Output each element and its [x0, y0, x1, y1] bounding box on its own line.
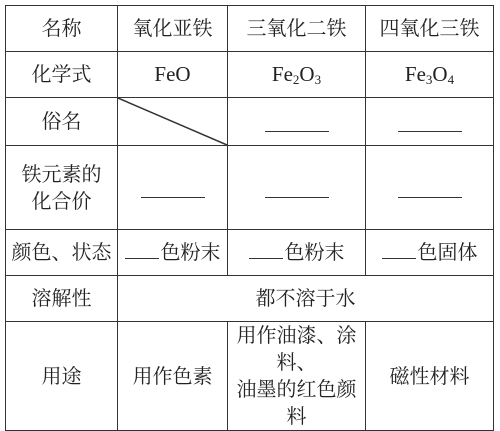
- color-state-row: [6, 230, 494, 276]
- color-feo-blank[interactable]: [125, 240, 159, 259]
- color-state-label: 颜色、状态: [6, 230, 118, 276]
- fe3o4-formula: [405, 62, 454, 86]
- color-fe3o4-blank[interactable]: [382, 240, 416, 259]
- valence-fe3o4-blank[interactable]: [398, 179, 462, 198]
- valence-row: [6, 146, 494, 230]
- common-name-row: [6, 98, 494, 146]
- fe3o4-o-subscript: 4: [447, 72, 455, 88]
- fe2o3-formula: [272, 62, 321, 86]
- solubility-label: 溶解性: [6, 276, 118, 322]
- solubility-row: [6, 276, 494, 322]
- fe2o3-o-subscript: 3: [314, 72, 322, 88]
- use-fe2o3: [228, 322, 366, 431]
- common-name-feo-crossed: [118, 98, 228, 146]
- valence-fe3o4-answer[interactable]: [366, 146, 494, 230]
- color-fe2o3-suffix: 色粉末: [284, 240, 345, 264]
- header-fe3o4-cell: 四氧化三铁: [366, 6, 494, 52]
- header-feo-cell: 氧化亚铁: [118, 6, 228, 52]
- fe3o4-fe-subscript: 3: [425, 72, 433, 88]
- common-name-fe2o3-answer[interactable]: [228, 98, 366, 146]
- formula-fe3o4: [366, 52, 494, 98]
- formula-row: [6, 52, 494, 98]
- use-label: 用途: [6, 322, 118, 431]
- fe3o4-o: O: [432, 62, 448, 87]
- color-state-fe3o4: [366, 230, 494, 276]
- fe2o3-o: O: [299, 62, 315, 87]
- valence-label-line2: 化合价: [31, 188, 92, 213]
- color-state-fe2o3: [228, 230, 366, 276]
- fe2o3-fe: Fe: [271, 62, 293, 87]
- header-row: [6, 6, 494, 52]
- valence-fe2o3-answer[interactable]: [228, 146, 366, 230]
- fe3o4-fe: Fe: [404, 62, 426, 87]
- common-name-fe3o4-answer[interactable]: [366, 98, 494, 146]
- valence-feo-answer[interactable]: [118, 146, 228, 230]
- header-name-cell: 名称: [6, 6, 118, 52]
- solubility-value: 都不溶于水: [118, 276, 494, 322]
- common-name-label: 俗名: [6, 98, 118, 146]
- fe2o3-fe-subscript: 2: [292, 72, 300, 88]
- header-fe2o3-cell: 三氧化二铁: [228, 6, 366, 52]
- diagonal-slash: [118, 98, 227, 145]
- valence-label: [6, 146, 118, 230]
- color-fe3o4-suffix: 色固体: [417, 240, 478, 264]
- valence-fe2o3-blank[interactable]: [265, 179, 329, 198]
- formula-label: 化学式: [6, 52, 118, 98]
- formula-fe2o3: [228, 52, 366, 98]
- valence-feo-blank[interactable]: [141, 179, 205, 198]
- common-name-fe2o3-blank[interactable]: [265, 113, 329, 132]
- feo-formula: FeO: [154, 62, 191, 87]
- use-fe3o4: 磁性材料: [366, 322, 494, 431]
- iron-oxides-table: [5, 5, 494, 431]
- use-fe2o3-line2: 油墨的红色颜料: [236, 377, 357, 428]
- color-feo-suffix: 色粉末: [160, 240, 221, 264]
- use-row: [6, 322, 494, 431]
- color-state-feo: [118, 230, 228, 276]
- use-feo: 用作色素: [118, 322, 228, 431]
- common-name-fe3o4-blank[interactable]: [398, 113, 462, 132]
- use-fe2o3-line1: 用作油漆、涂料、: [236, 323, 357, 374]
- color-fe2o3-blank[interactable]: [249, 240, 283, 259]
- valence-label-line1: 铁元素的: [21, 161, 102, 186]
- formula-feo: [118, 52, 228, 98]
